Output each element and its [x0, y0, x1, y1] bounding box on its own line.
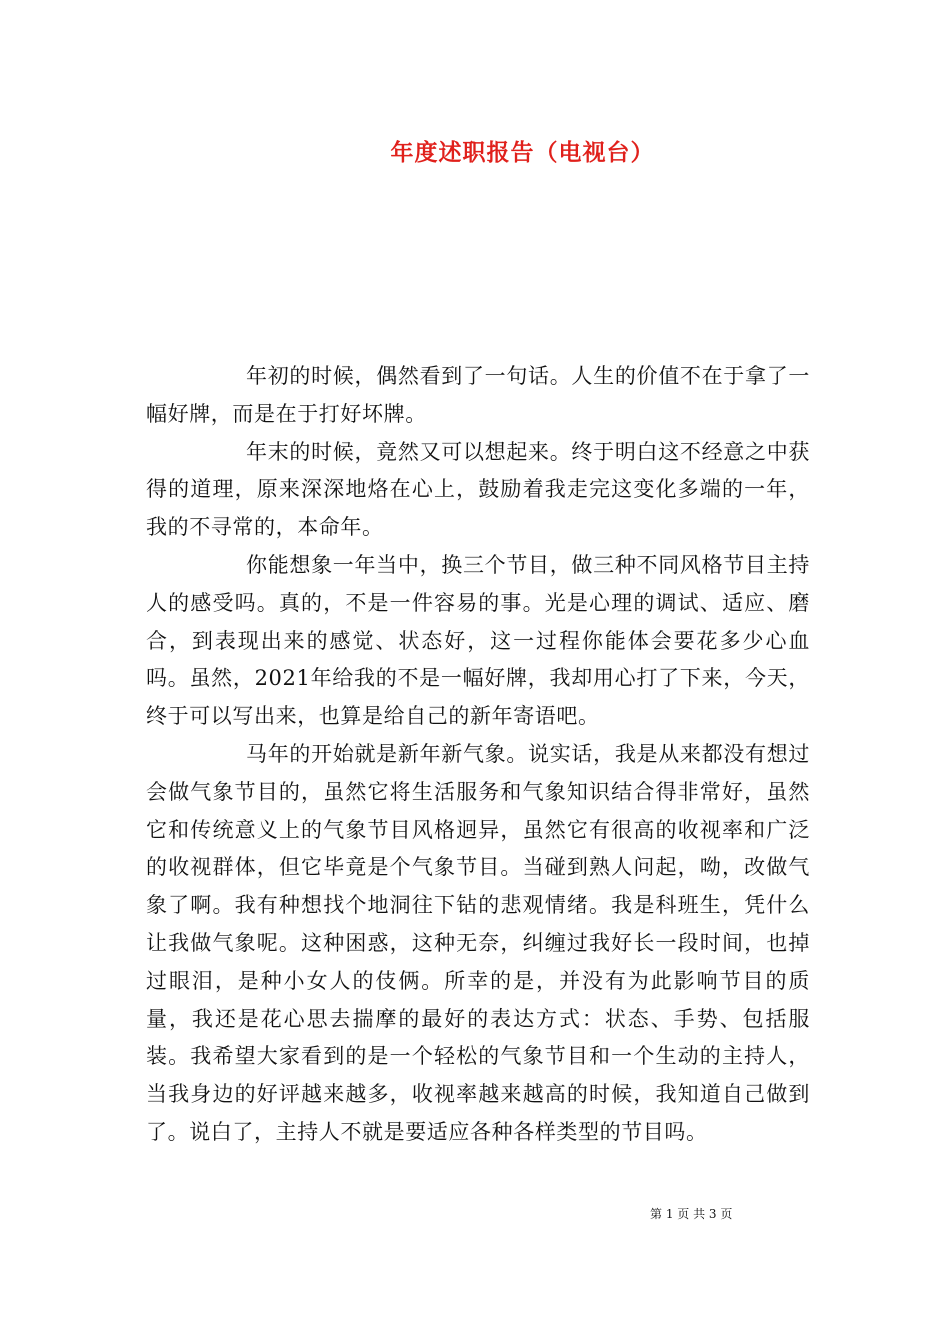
paragraph-2: 年末的时候，竟然又可以想起来。终于明白这不经意之中获得的道理，原来深深地烙在心上，鼓励着我走完这变化多端的一年，我的不寻常的，本命年。 — [146, 439, 810, 540]
paragraph-3: 你能想象一年当中，换三个节目，做三种不同风格节目主持人的感受吗。真的，不是一件容易的事。光是心理的调试、适应、磨合，到表现出来的感觉、状态好，这一过程你能体会要花多少心血吗。虽然，2021年给我的不是一幅好牌，我却用心打了下来，今天，终于可以写出来，也算是给自己的新年寄语吧。 — [146, 552, 810, 729]
paragraph-1: 年初的时候，偶然看到了一句话。人生的价值不在于拿了一幅好牌，而是在于打好坏牌。 — [146, 364, 810, 426]
page-number-footer: 第 1 页 共 3 页 — [650, 1207, 733, 1221]
document-body — [146, 358, 810, 1152]
document-title: 年度述职报告（电视台） — [390, 139, 655, 166]
paragraph-4: 马年的开始就是新年新气象。说实话，我是从来都没有想过会做气象节目的，虽然它将生活服务和气象知识结合得非常好，虽然它和传统意义上的气象节目风格迥异，虽然它有很高的收视率和广泛的收视群体，但它毕竟是个气象节目。当碰到熟人问起，呦，改做气象了啊。我有种想找个地洞往下钻的悲观情绪。我是科班生，凭什么让我做气象呢。这种困惑，这种无奈，纠缠过我好长一段时间，也掉过眼泪，是种小女人的伎俩。所幸的是，并没有为此影响节目的质量，我还是花心思去揣摩的最好的表达方式：状态、手势、包括服装。我希望大家看到的是一个轻松的气象节目和一个生动的主持人，当我身边的好评越来越多，收视率越来越高的时候，我知道自己做到了。说白了，主持人不就是要适应各种各样类型的节目吗。 — [146, 741, 810, 1144]
